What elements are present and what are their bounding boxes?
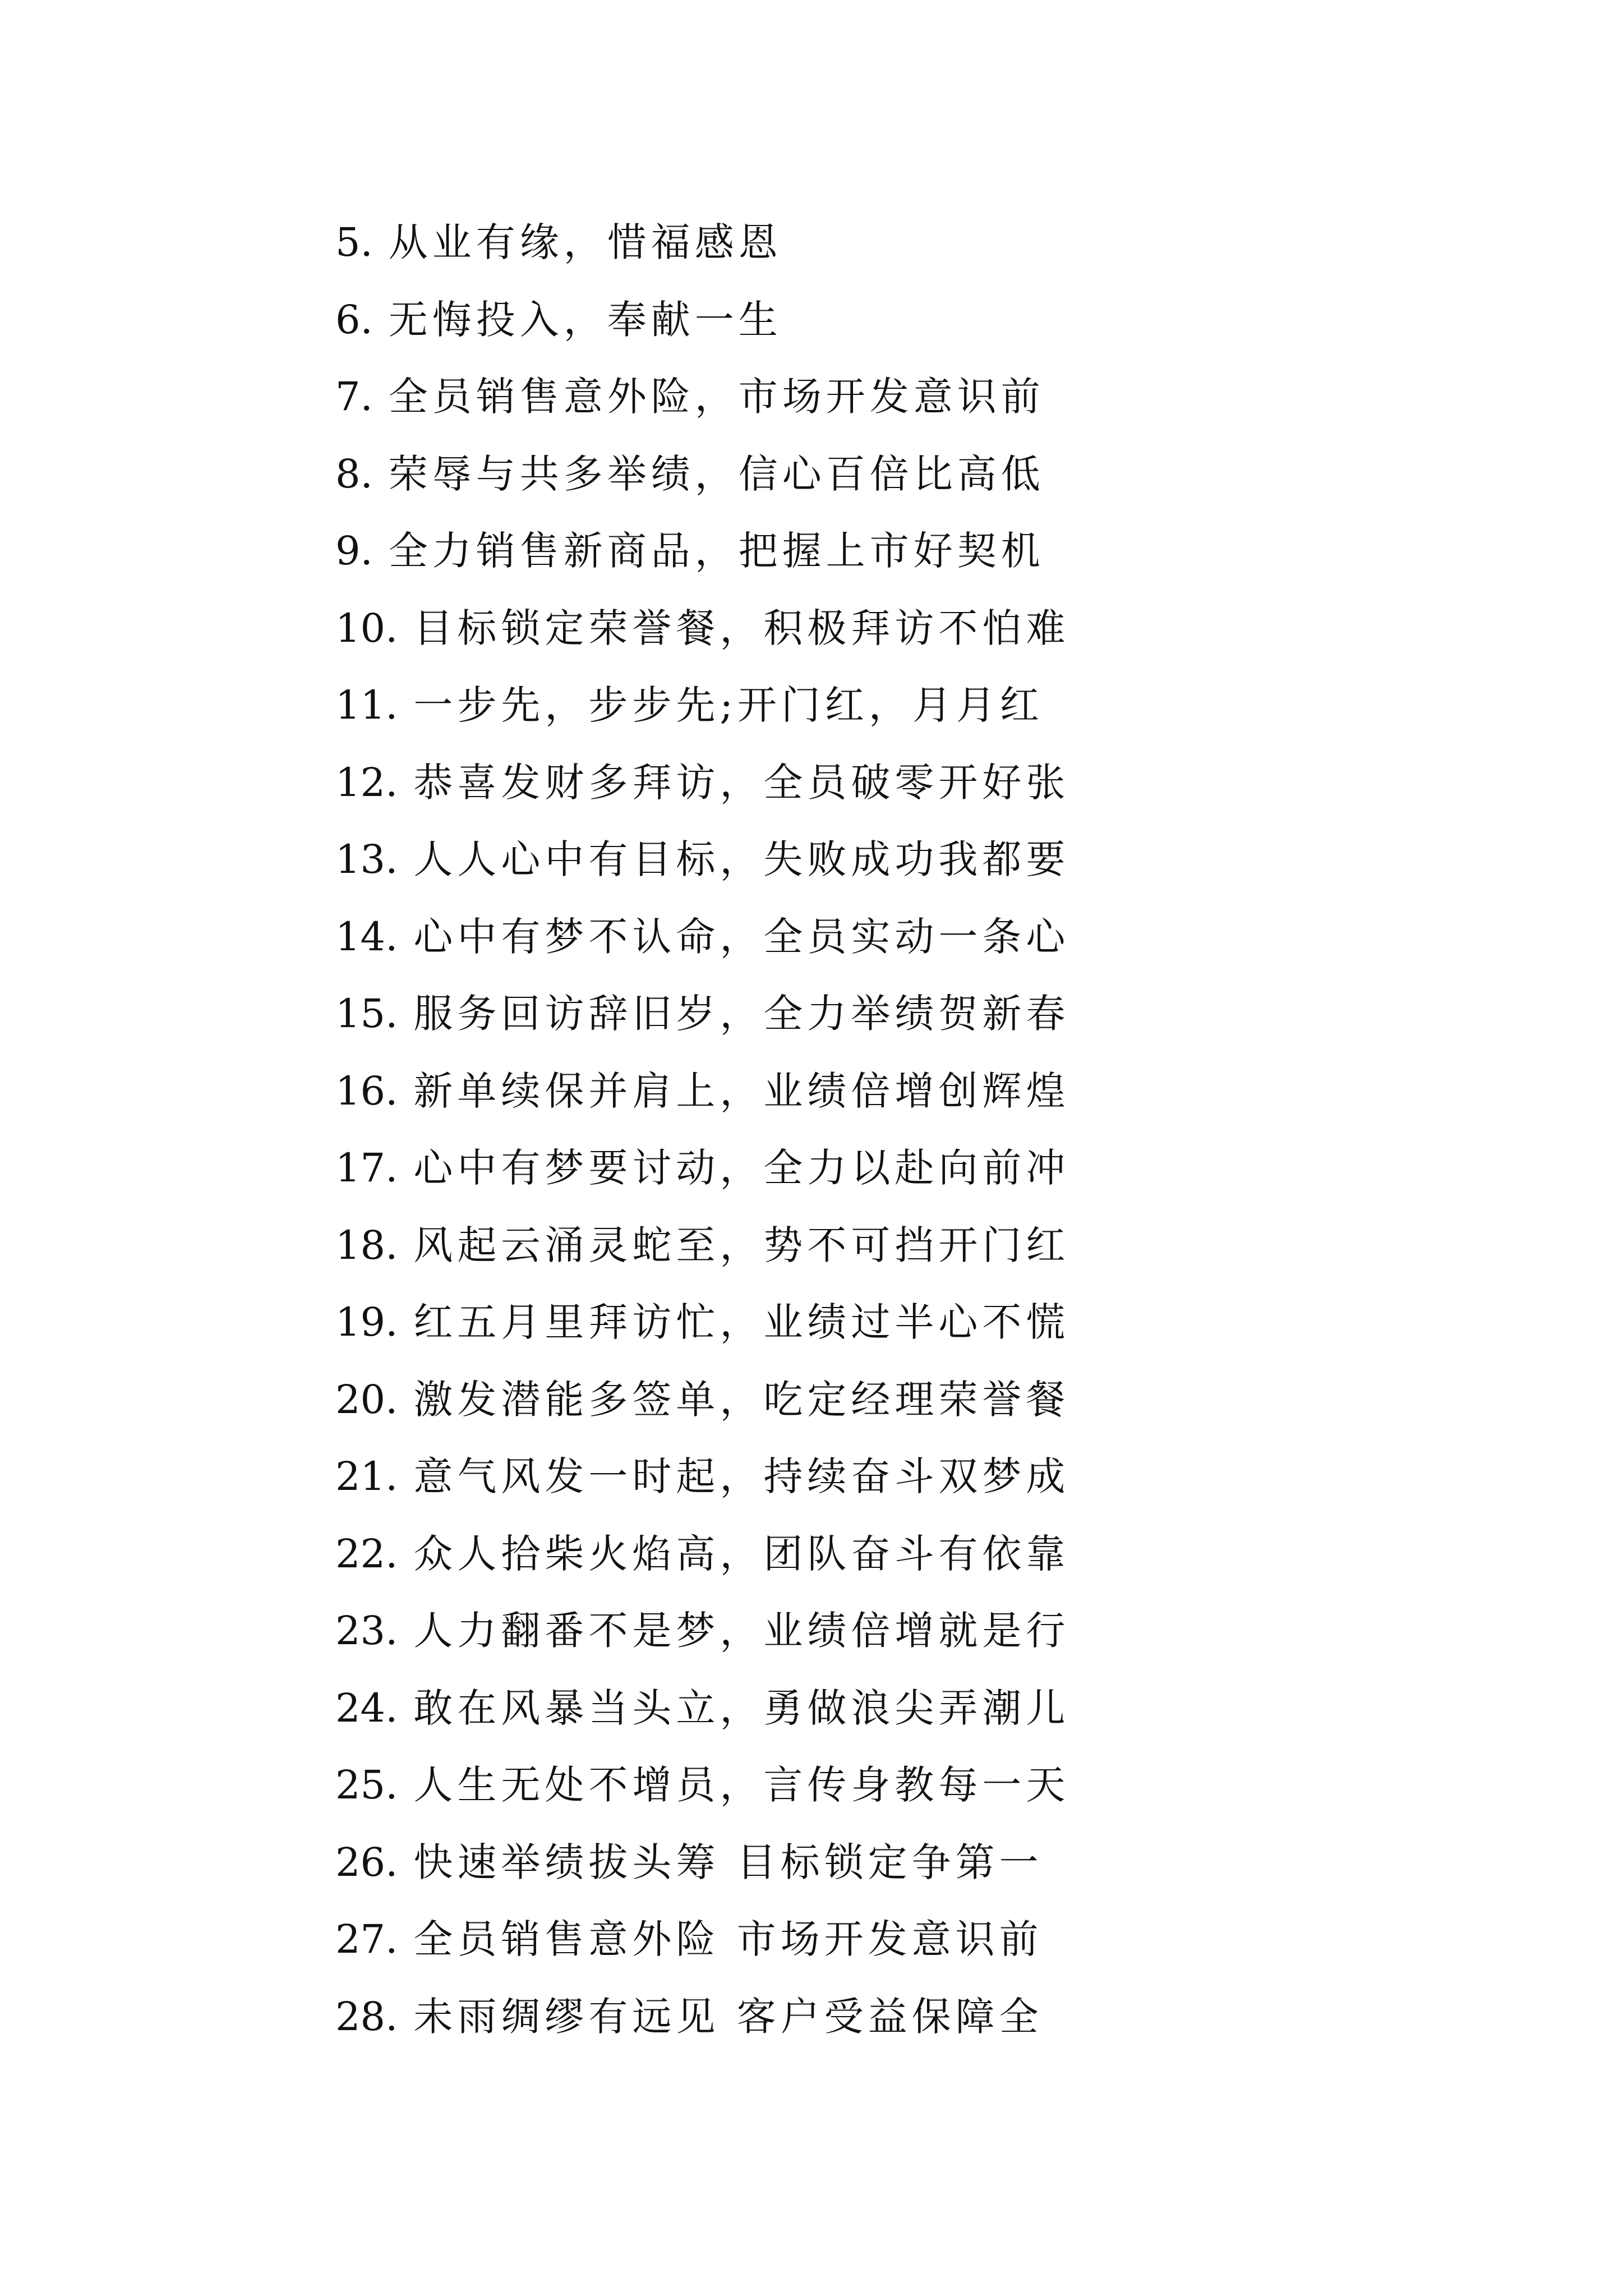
item-text: 未雨绸缪有远见 客户受益保障全 [413, 1993, 1043, 2040]
item-text: 心中有梦要讨动，全力以赴向前冲 [413, 1145, 1070, 1191]
item-number: 19. [335, 1299, 398, 1345]
item-number: 14. [335, 913, 398, 960]
item-text: 快速举绩拔头筹 目标锁定争第一 [413, 1839, 1043, 1885]
item-text: 人力翻番不是梦，业绩倍增就是行 [413, 1608, 1070, 1654]
item-text: 人人心中有目标，失败成功我都要 [413, 836, 1070, 882]
item-number: 28. [335, 1993, 398, 2040]
item-number: 12. [335, 759, 398, 806]
item-text: 从业有缘，惜福感恩 [388, 219, 782, 265]
list-item [335, 899, 1069, 976]
list-item [335, 1978, 1069, 2056]
item-number: 11. [335, 682, 398, 728]
item-number: 17. [335, 1145, 398, 1191]
list-item [335, 1053, 1069, 1130]
item-text: 荣辱与共多举绩，信心百倍比高低 [388, 450, 1045, 497]
item-number: 16. [335, 1068, 398, 1114]
item-text: 激发潜能多签单，吃定经理荣誉餐 [413, 1376, 1070, 1423]
item-number: 9. [335, 528, 373, 574]
list-item [335, 1284, 1069, 1361]
item-number: 6. [335, 296, 373, 343]
item-text: 意气风发一时起，持续奋斗双梦成 [413, 1453, 1070, 1499]
list-item [335, 1670, 1069, 1747]
list-item [335, 1130, 1069, 1207]
slogan-list [335, 204, 1069, 2055]
list-item [335, 204, 1069, 282]
list-item [335, 1516, 1069, 1593]
item-number: 15. [335, 991, 398, 1037]
item-text: 全力销售新商品，把握上市好契机 [388, 528, 1045, 574]
item-text: 全员销售意外险 市场开发意识前 [413, 1916, 1043, 1962]
list-item [335, 1593, 1069, 1670]
item-text: 新单续保并肩上，业绩倍增创辉煌 [413, 1068, 1070, 1114]
item-text: 一步先，步步先;开门红，月月红 [413, 682, 1044, 728]
list-item [335, 1361, 1069, 1439]
item-number: 7. [335, 374, 373, 420]
item-number: 22. [335, 1530, 398, 1577]
list-item [335, 976, 1069, 1053]
item-text: 目标锁定荣誉餐，积极拜访不怕难 [413, 605, 1070, 651]
list-item [335, 1438, 1069, 1516]
item-number: 5. [335, 219, 373, 265]
list-item [335, 358, 1069, 436]
list-item [335, 590, 1069, 668]
item-text: 服务回访辞旧岁，全力举绩贺新春 [413, 991, 1070, 1037]
item-text: 红五月里拜访忙，业绩过半心不慌 [413, 1299, 1070, 1345]
item-number: 25. [335, 1762, 398, 1808]
list-item [335, 1747, 1069, 1824]
list-item [335, 821, 1069, 899]
item-number: 20. [335, 1376, 398, 1423]
item-number: 21. [335, 1453, 398, 1499]
item-text: 众人拾柴火焰高，团队奋斗有依靠 [413, 1530, 1070, 1577]
item-text: 全员销售意外险，市场开发意识前 [388, 374, 1045, 420]
list-item [335, 1824, 1069, 1902]
item-number: 23. [335, 1608, 398, 1654]
item-text: 无悔投入，奉献一生 [388, 296, 782, 343]
item-number: 24. [335, 1685, 398, 1731]
item-text: 风起云涌灵蛇至，势不可挡开门红 [413, 1222, 1070, 1268]
list-item [335, 282, 1069, 359]
item-text: 敢在风暴当头立，勇做浪尖弄潮儿 [413, 1685, 1070, 1731]
item-number: 13. [335, 836, 398, 882]
item-number: 18. [335, 1222, 398, 1268]
item-number: 27. [335, 1916, 398, 1962]
item-text: 恭喜发财多拜访，全员破零开好张 [413, 759, 1070, 806]
list-item [335, 744, 1069, 822]
list-item [335, 513, 1069, 590]
item-number: 8. [335, 450, 373, 497]
item-number: 10. [335, 605, 398, 651]
list-item [335, 1901, 1069, 1978]
item-text: 心中有梦不认命，全员实动一条心 [413, 913, 1070, 960]
list-item [335, 436, 1069, 513]
list-item [335, 667, 1069, 744]
item-number: 26. [335, 1839, 398, 1885]
item-text: 人生无处不增员，言传身教每一天 [413, 1762, 1070, 1808]
list-item [335, 1207, 1069, 1285]
